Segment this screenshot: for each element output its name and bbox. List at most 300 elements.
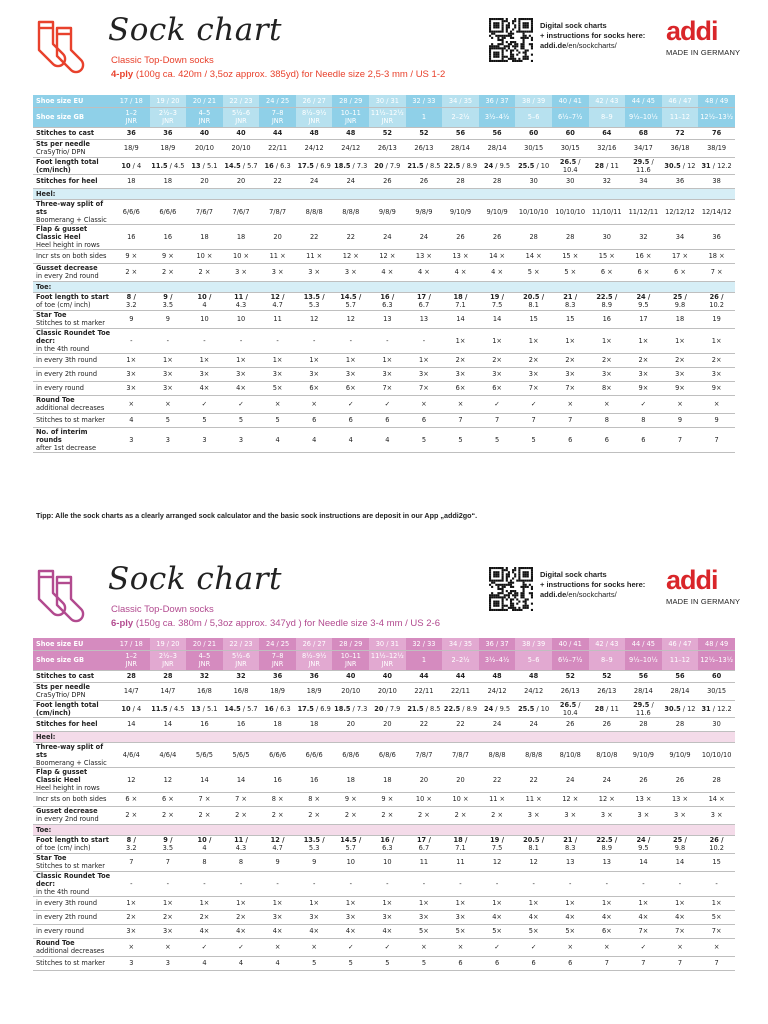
table-cell: - [589,871,626,896]
cell-value-cm: 14.5 [224,704,241,713]
table-cell: 10 [223,310,260,328]
table-cell: 8/8/8 [515,742,552,767]
table-cell: 4/6/4 [113,742,150,767]
table-cell: 2 × [406,806,443,824]
table-cell: 4 [259,427,296,452]
table-cell: 22/11 [259,139,296,157]
table-cell: 13 [552,853,589,871]
table-cell: 1× [625,328,662,353]
row-label-line: Three-way split of sts [36,742,104,759]
cell-value-inch: / 5.7 [240,704,258,713]
table-row [33,853,735,871]
cell-line: 4.7 [272,301,283,309]
table-cell: 32 / 33 [406,638,443,650]
yarn-spec [111,69,445,80]
cell-value-cm: 21.5 [407,161,424,170]
table-cell: 52 [369,127,406,139]
socks-icon [33,567,89,623]
cell-line: JNR [235,660,247,668]
table-cell: 18 × [698,249,735,263]
table-cell [625,835,662,853]
cell-value-inch: / 9.5 [493,161,511,170]
row-label [33,835,113,853]
table-cell: 10 × [186,249,223,263]
info-line-2: + instructions for socks here: [540,580,646,589]
table-cell: 4× [625,910,662,924]
table-cell: × [698,938,735,956]
table-cell: 11 × [479,792,516,806]
row-label [33,682,113,700]
info-link-domain[interactable]: addi.de [540,41,567,50]
table-cell: 1× [406,353,443,367]
row-label-line: in the 4th round [36,344,90,353]
table-cell: 3× [552,367,589,381]
table-cell: 11 [406,853,443,871]
cell-line: 7–8 [271,109,284,117]
table-cell: 3× [113,381,150,395]
table-cell [406,835,443,853]
cell-line: 16 / [380,293,395,301]
row-label [33,281,735,292]
cell-line: 22.5 / [596,293,618,301]
row-label [33,731,735,742]
table-cell: 3× [259,367,296,381]
table-cell [479,157,516,174]
cell-line: 8.3 [564,301,576,309]
table-cell: 5× [259,381,296,395]
table-cell: 4 [369,427,406,452]
table-cell: 22 / 23 [223,638,260,650]
table-cell: 7/8/7 [442,742,479,767]
row-label-line: Incr sts on both sides [36,795,107,803]
table-cell: × [662,395,699,413]
table-cell: 6/6/6 [150,199,187,224]
row-label-line: Gusset decrease [36,264,98,272]
table-cell: 1× [442,328,479,353]
table-cell: 22 [332,224,369,249]
table-cell: 4× [552,910,589,924]
row-label-line: Flap & gusset Classic Heel [36,224,88,241]
cell-line: 9 / [163,293,173,301]
table-cell: 12 × [369,249,406,263]
table-cell: 2 × [479,806,516,824]
table-cell: 24/12 [296,139,333,157]
table-cell: × [552,938,589,956]
cell-line: 8.3 [564,844,576,852]
table-cell: 28 / 29 [332,638,369,650]
info-link[interactable] [540,41,645,51]
table-cell: × [406,395,443,413]
cell-line: JNR [271,660,284,668]
row-label-line: Classic Roundet Toe decr: [36,328,111,345]
table-cell: 2 × [259,806,296,824]
table-cell: 9/10/9 [662,742,699,767]
row-label [33,157,113,174]
table-cell: 4× [515,910,552,924]
table-cell: 12 [296,310,333,328]
cell-value-inch: / 10 [534,704,550,713]
table-row [33,700,735,717]
cell-line: 24 / [636,836,651,844]
table-cell: 3× [150,367,187,381]
table-cell: 5/6/5 [186,742,223,767]
table-cell: 1× [698,896,735,910]
row-label [33,310,113,328]
table-cell: 11 [259,310,296,328]
table-cell: 34 / 35 [442,638,479,650]
cell-line: JNR [162,117,174,125]
table-row [33,792,735,806]
cell-value-cm: 13 [191,161,201,170]
table-cell: 8 [223,853,260,871]
table-cell: 1× [442,896,479,910]
cell-value-cm: 31 [701,704,711,713]
cell-line: 14.5 / [340,293,362,301]
table-cell: 15 × [589,249,626,263]
table-cell: 11 × [515,792,552,806]
table-cell: 24/12 [332,139,369,157]
cell-line: JNR [198,117,211,125]
table-cell: 3½–4½ [479,107,516,127]
table-cell: 7 [662,427,699,452]
table-cell: 18/9 [113,139,150,157]
table-cell: 40 [332,670,369,682]
table-cell [186,700,223,717]
cell-line: 11 / [234,836,248,844]
table-cell [296,157,333,174]
cell-value-cm: 24 [484,704,494,713]
table-cell: 72 [662,127,699,139]
row-label [33,924,113,938]
table-cell: 36 [259,670,296,682]
table-cell: 30/15 [698,682,735,700]
cell-value-inch: / 5.7 [240,161,258,170]
table-cell: - [515,871,552,896]
table-cell: 2 × [113,806,150,824]
table-cell: 7 [698,956,735,970]
table-cell: 24 [296,174,333,188]
table-cell: 3× [589,367,626,381]
table-cell [296,292,333,310]
cell-line: JNR [345,660,357,668]
cell-value-inch: / 10.4 [562,157,581,174]
table-cell: - [296,871,333,896]
table-cell: 24 [552,767,589,792]
row-label-line: Stitches to st marker [36,319,105,327]
cell-line: 7.1 [455,844,466,852]
info-block [540,21,645,51]
cell-line: 8.9 [601,301,613,309]
table-cell: 3 [113,427,150,452]
table-cell: ✓ [369,938,406,956]
cell-line: 4.3 [235,844,247,852]
cell-line: 6.7 [418,301,430,309]
row-label-line: Stitches to cast [36,672,95,680]
table-cell: 10 × [406,792,443,806]
table-cell: 9 [662,413,699,427]
table-cell [369,700,406,717]
table-cell [186,157,223,174]
table-cell: × [259,938,296,956]
table-cell: 5× [552,924,589,938]
table-cell [150,835,187,853]
table-cell: 6 [296,413,333,427]
row-label [33,381,113,395]
table-cell [662,292,699,310]
table-cell: 18/9 [259,682,296,700]
table-cell: - [406,871,443,896]
cell-value-inch: / 11 [603,704,619,713]
table-cell: × [662,938,699,956]
table-cell [259,157,296,174]
table-cell: 16 [113,224,150,249]
tipp-text: Alle the sock charts as a clearly arranged sock calculator and the basic sock instructions are deposit in our App „addi2go“. [55,511,478,520]
table-row [33,835,735,853]
table-cell: 12 [332,310,369,328]
table-cell: 3 [150,956,187,970]
table-row [33,395,735,413]
table-cell: 22 [406,717,443,731]
table-row [33,742,735,767]
table-cell: 40 / 41 [552,638,589,650]
table-cell: 10 [186,310,223,328]
table-cell: 14 × [479,249,516,263]
cell-value-cm: 17.5 [297,161,314,170]
table-cell: 3× [186,367,223,381]
table-cell: × [113,938,150,956]
cell-line: 13.5 / [303,293,325,301]
row-label [33,107,113,127]
table-cell [186,107,223,127]
table-cell: 48 / 49 [698,638,735,650]
table-row [33,670,735,682]
table-row [33,157,735,174]
chart-title: Sock chart [108,561,282,597]
table-cell: 26 / 27 [296,95,333,107]
table-cell: 2× [186,910,223,924]
table-cell: 12/14/12 [698,199,735,224]
table-cell: 14 [150,717,187,731]
table-cell: 3× [479,367,516,381]
table-cell: 4 [186,956,223,970]
table-cell [552,292,589,310]
table-cell: 38 / 39 [515,95,552,107]
table-cell: 16 [589,310,626,328]
cell-value-inch: / 11.6 [636,157,654,174]
chart-subtitle: Classic Top-Down socks [111,604,214,615]
qr-code-icon[interactable] [489,567,533,611]
table-cell [698,157,735,174]
row-label [33,896,113,910]
row-label-line: Toe: [36,282,52,291]
info-link[interactable] [540,590,645,600]
table-cell: 28 / 29 [332,95,369,107]
table-cell: 30/15 [552,139,589,157]
table-row [33,381,735,395]
cell-line: 8 / [126,836,136,844]
table-cell: 2× [698,353,735,367]
cell-line: 21 / [563,293,578,301]
table-cell [552,157,589,174]
info-link-domain[interactable]: addi.de [540,590,567,599]
table-cell: 7 [698,427,735,452]
table-cell: 1× [259,353,296,367]
table-cell: 3 × [589,806,626,824]
table-row [33,413,735,427]
info-link-path[interactable]: /en/sockcharts/ [566,41,617,50]
table-cell [259,700,296,717]
row-label [33,413,113,427]
table-cell: 3 × [223,263,260,281]
table-cell: 20 [186,174,223,188]
row-label-line: CraSyTrio/ DPN [36,691,86,699]
table-cell [150,157,187,174]
table-row [33,139,735,157]
table-cell: 7× [406,381,443,395]
cell-line: 9.5 [638,301,649,309]
row-label-line: Three-way split of sts [36,199,104,216]
info-link-path[interactable]: /en/sockcharts/ [566,590,617,599]
table-cell: 1× [552,328,589,353]
table-cell: ✓ [479,938,516,956]
table-cell: 38 / 39 [515,638,552,650]
table-cell: 1× [406,896,443,910]
table-cell: 7/8/7 [406,742,443,767]
table-cell: 22 [259,174,296,188]
cell-line: JNR [235,117,247,125]
tipp-label: Tipp: [36,511,54,520]
row-label-line: Heel height in rows [36,240,100,249]
table-cell: - [150,328,187,353]
table-cell: 14 [625,853,662,871]
table-cell: 24/12 [479,682,516,700]
cell-value-cm: 14.5 [224,161,241,170]
table-cell [625,700,662,717]
table-cell: 15 [515,310,552,328]
cell-line: 7.5 [491,301,503,309]
table-cell [662,157,699,174]
table-cell: 2–2½ [442,107,479,127]
table-cell: 10 [332,853,369,871]
table-cell: 18 [223,224,260,249]
row-label-line: in every round [36,927,84,935]
yarn-details: (150g ca. 380m / 5,3oz approx. 347yd ) for Needle size 3-4 mm / US 2-6 [135,618,440,629]
table-cell: 3× [150,924,187,938]
table-cell: 26 [369,174,406,188]
table-cell [332,292,369,310]
row-label [33,199,113,224]
table-cell: 2 × [332,806,369,824]
table-cell: 4× [223,924,260,938]
row-label-line: Round Toe [36,939,75,947]
table-cell [223,107,260,127]
cell-value-cm: 17.5 [297,704,314,713]
row-label-line: Stitches to st marker [36,862,105,870]
table-cell: 3 × [515,806,552,824]
table-cell: 7× [552,381,589,395]
cell-line: JNR [381,660,394,668]
table-cell: 24 / 25 [259,95,296,107]
table-cell: 20 [223,174,260,188]
table-cell: 1× [113,896,150,910]
table-cell: 4 [296,427,333,452]
table-cell: 17 × [662,249,699,263]
table-cell: 18 [186,224,223,249]
table-cell: 9 × [113,249,150,263]
row-label [33,188,735,199]
row-label-line: Stitches for heel [36,720,98,728]
table-cell: 8/8/8 [479,742,516,767]
table-cell: 44 [259,127,296,139]
cell-line: 9.5 [638,844,649,852]
table-cell: 1 [406,107,443,127]
table-cell: 20 [332,717,369,731]
table-cell [552,835,589,853]
table-cell [113,835,150,853]
table-cell: 12½–13½ [698,107,735,127]
table-cell: 20/10 [223,139,260,157]
table-cell: 1 [406,650,443,670]
table-cell: 14/7 [113,682,150,700]
table-cell: 9/8/9 [369,199,406,224]
table-cell: 9 [698,413,735,427]
table-cell: 4× [259,924,296,938]
cell-line: 25 / [673,836,687,844]
table-cell: 32/16 [589,139,626,157]
table-cell: 3× [442,910,479,924]
cell-line: 12 / [270,293,285,301]
row-label-line: of toe (cm/ inch) [36,301,91,309]
table-cell: 6 × [113,792,150,806]
table-cell: 2 × [186,263,223,281]
table-cell: 40 / 41 [552,95,589,107]
table-cell: 26 [552,717,589,731]
cell-line: 18 / [453,836,468,844]
cell-value-inch: / 8.5 [423,704,441,713]
table-cell: 32 / 33 [406,95,443,107]
table-cell [369,835,406,853]
cell-line: 8 / [126,293,136,301]
table-cell: 7 [515,413,552,427]
cell-value-cm: 18.5 [334,704,351,713]
cell-line: 11 / [234,293,248,301]
table-cell: 2× [589,353,626,367]
table-cell: 9× [698,381,735,395]
table-cell: 28 [442,174,479,188]
brand-logo [666,567,740,606]
table-row [33,806,735,824]
qr-code-icon[interactable] [489,18,533,62]
table-cell: 1× [223,896,260,910]
table-cell: 12 [479,853,516,871]
table-cell: 64 [589,127,626,139]
cell-value-inch: / 5.1 [200,161,218,170]
yarn-spec [111,618,440,629]
table-cell: 6× [296,381,333,395]
table-cell: 7× [369,381,406,395]
cell-value-cm: 26.5 [559,157,577,166]
cell-line: 5½–6 [231,652,251,660]
row-label-line: in every 2th round [36,913,98,921]
table-cell: 9 × [369,792,406,806]
table-cell [442,157,479,174]
table-cell: ✓ [479,395,516,413]
table-cell [186,835,223,853]
table-cell: 34 [625,174,662,188]
table-cell: 60 [552,127,589,139]
row-label-line: Sts per needle [36,683,90,691]
cell-line: JNR [381,117,394,125]
